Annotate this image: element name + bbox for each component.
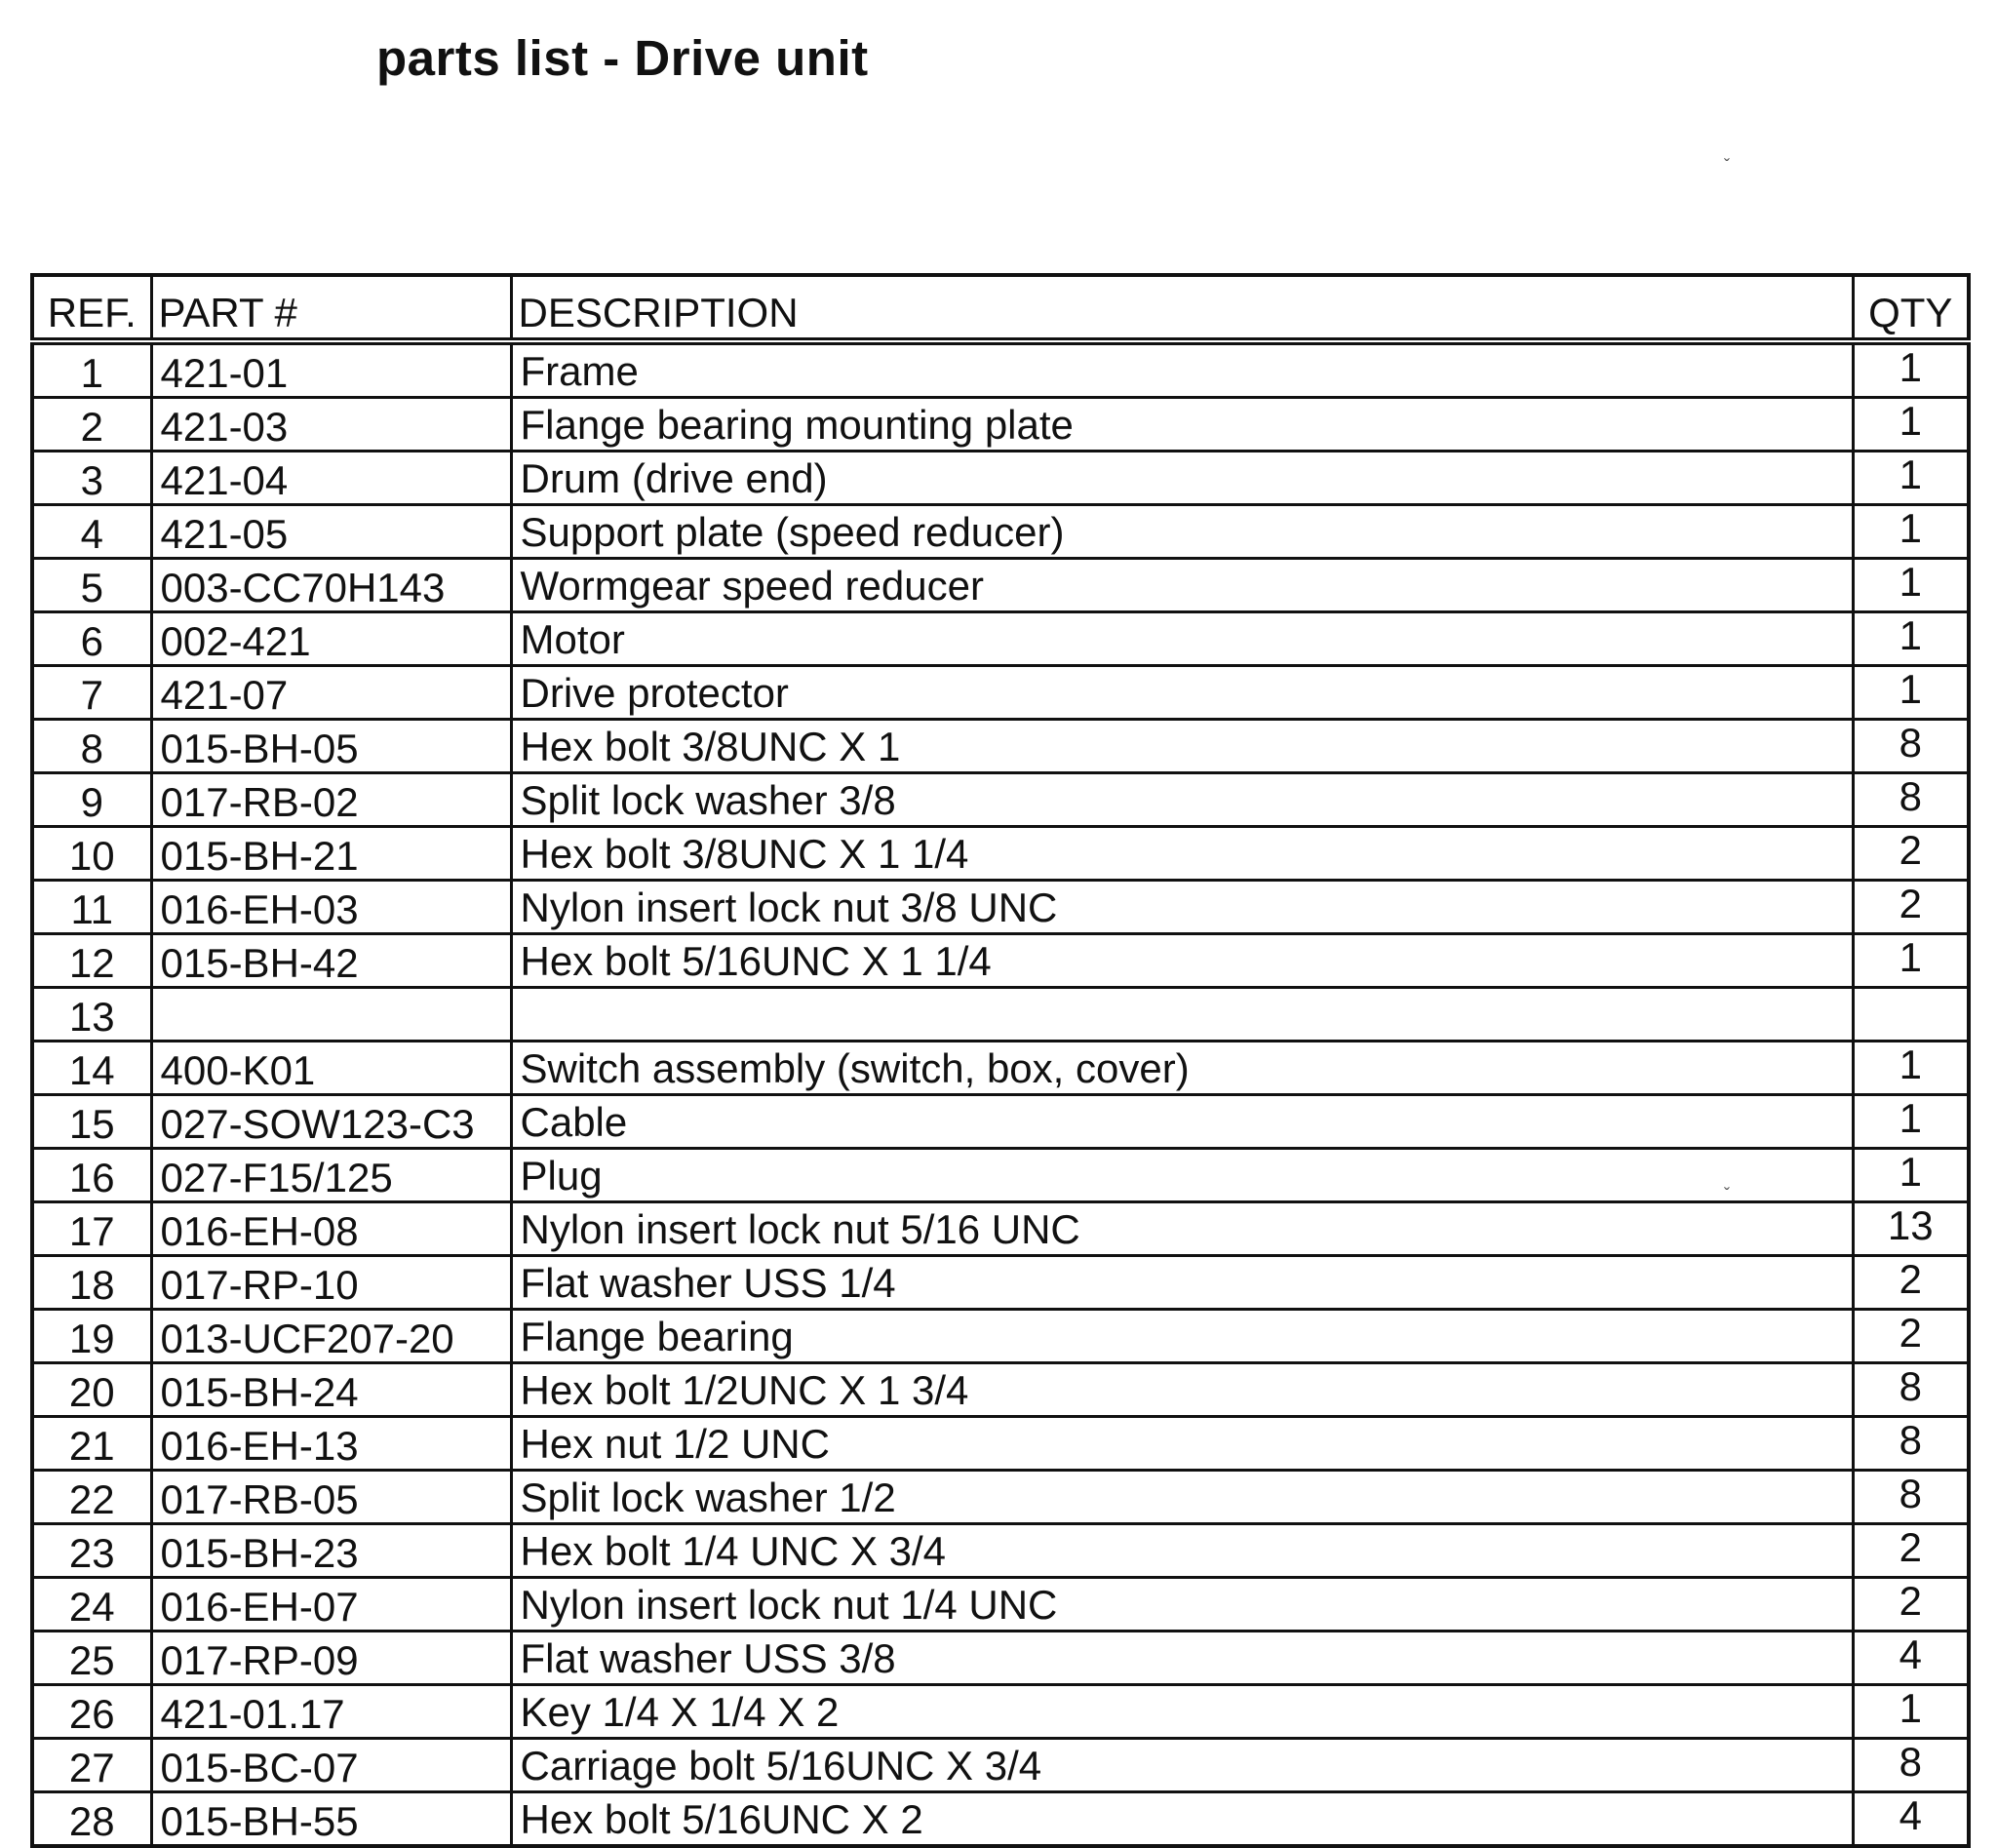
part-number-cell: 017-RP-09	[151, 1632, 511, 1685]
part-number-cell: 017-RP-10	[151, 1256, 511, 1310]
ref-cell: 2	[32, 398, 151, 452]
qty-cell: 1	[1853, 934, 1969, 988]
scan-mark: ˇ	[1724, 156, 1730, 176]
description-cell: Drive protector	[511, 666, 1853, 720]
qty-cell: 1	[1853, 559, 1969, 612]
part-number-cell	[151, 988, 511, 1042]
part-number-cell: 016-EH-07	[151, 1578, 511, 1632]
description-cell: Key 1/4 X 1/4 X 2	[511, 1685, 1853, 1739]
part-number-cell: 015-BH-23	[151, 1524, 511, 1578]
ref-cell: 25	[32, 1632, 151, 1685]
qty-cell: 4	[1853, 1792, 1969, 1847]
part-number-cell: 421-01.17	[151, 1685, 511, 1739]
ref-cell: 11	[32, 881, 151, 934]
part-number-cell: 015-BC-07	[151, 1739, 511, 1792]
qty-cell: 2	[1853, 1524, 1969, 1578]
part-number-cell: 027-F15/125	[151, 1149, 511, 1202]
qty-cell: 8	[1853, 773, 1969, 827]
qty-cell: 8	[1853, 720, 1969, 773]
ref-cell: 7	[32, 666, 151, 720]
part-number-cell: 016-EH-13	[151, 1417, 511, 1471]
table-row	[32, 1524, 1969, 1578]
description-cell: Split lock washer 3/8	[511, 773, 1853, 827]
table-row	[32, 341, 1969, 398]
table-row	[32, 1310, 1969, 1363]
table-row	[32, 720, 1969, 773]
qty-cell: 8	[1853, 1417, 1969, 1471]
table-header	[32, 275, 1969, 341]
ref-cell: 23	[32, 1524, 151, 1578]
description-cell: Nylon insert lock nut 5/16 UNC	[511, 1202, 1853, 1256]
part-number-cell: 421-05	[151, 505, 511, 559]
part-number-cell: 003-CC70H143	[151, 559, 511, 612]
qty-cell: 8	[1853, 1739, 1969, 1792]
qty-cell: 2	[1853, 1310, 1969, 1363]
ref-cell: 20	[32, 1363, 151, 1417]
table-row	[32, 881, 1969, 934]
table-row	[32, 1792, 1969, 1847]
ref-cell: 28	[32, 1792, 151, 1847]
ref-cell: 16	[32, 1149, 151, 1202]
description-cell: Hex bolt 3/8UNC X 1	[511, 720, 1853, 773]
table-row	[32, 1471, 1969, 1524]
qty-cell: 2	[1853, 1256, 1969, 1310]
table-row	[32, 1042, 1969, 1095]
ref-cell: 13	[32, 988, 151, 1042]
description-cell	[511, 988, 1853, 1042]
description-cell: Hex bolt 5/16UNC X 2	[511, 1792, 1853, 1847]
description-cell: Motor	[511, 612, 1853, 666]
part-number-cell: 015-BH-55	[151, 1792, 511, 1847]
description-cell: Hex nut 1/2 UNC	[511, 1417, 1853, 1471]
ref-cell: 27	[32, 1739, 151, 1792]
description-cell: Frame	[511, 341, 1853, 398]
qty-cell	[1853, 988, 1969, 1042]
ref-cell: 5	[32, 559, 151, 612]
ref-cell: 21	[32, 1417, 151, 1471]
part-number-cell: 421-04	[151, 452, 511, 505]
table-row	[32, 1685, 1969, 1739]
part-number-cell: 015-BH-24	[151, 1363, 511, 1417]
table-row	[32, 1739, 1969, 1792]
table-row	[32, 1578, 1969, 1632]
part-number-cell: 015-BH-05	[151, 720, 511, 773]
description-cell: Hex bolt 5/16UNC X 1 1/4	[511, 934, 1853, 988]
part-number-cell: 013-UCF207-20	[151, 1310, 511, 1363]
description-cell: Nylon insert lock nut 1/4 UNC	[511, 1578, 1853, 1632]
description-cell: Flange bearing mounting plate	[511, 398, 1853, 452]
part-number-cell: 015-BH-21	[151, 827, 511, 881]
description-cell: Hex bolt 3/8UNC X 1 1/4	[511, 827, 1853, 881]
table-row	[32, 666, 1969, 720]
column-header-description: DESCRIPTION	[511, 275, 1853, 341]
qty-cell: 13	[1853, 1202, 1969, 1256]
part-number-cell: 400-K01	[151, 1042, 511, 1095]
column-header-part-number: PART #	[151, 275, 511, 341]
table-row	[32, 1632, 1969, 1685]
table-row	[32, 773, 1969, 827]
table-row	[32, 988, 1969, 1042]
qty-cell: 1	[1853, 505, 1969, 559]
qty-cell: 1	[1853, 1149, 1969, 1202]
part-number-cell: 016-EH-03	[151, 881, 511, 934]
description-cell: Switch assembly (switch, box, cover)	[511, 1042, 1853, 1095]
table-row	[32, 1363, 1969, 1417]
table-row	[32, 1095, 1969, 1149]
ref-cell: 10	[32, 827, 151, 881]
qty-cell: 8	[1853, 1471, 1969, 1524]
description-cell: Flange bearing	[511, 1310, 1853, 1363]
qty-cell: 1	[1853, 1095, 1969, 1149]
table-row	[32, 559, 1969, 612]
ref-cell: 9	[32, 773, 151, 827]
qty-cell: 4	[1853, 1632, 1969, 1685]
ref-cell: 4	[32, 505, 151, 559]
ref-cell: 3	[32, 452, 151, 505]
ref-cell: 22	[32, 1471, 151, 1524]
description-cell: Wormgear speed reducer	[511, 559, 1853, 612]
part-number-cell: 015-BH-42	[151, 934, 511, 988]
table-row	[32, 934, 1969, 988]
part-number-cell: 421-01	[151, 341, 511, 398]
description-cell: Flat washer USS 1/4	[511, 1256, 1853, 1310]
table-row	[32, 1256, 1969, 1310]
qty-cell: 2	[1853, 1578, 1969, 1632]
qty-cell: 2	[1853, 881, 1969, 934]
description-cell: Carriage bolt 5/16UNC X 3/4	[511, 1739, 1853, 1792]
description-cell: Drum (drive end)	[511, 452, 1853, 505]
description-cell: Hex bolt 1/2UNC X 1 3/4	[511, 1363, 1853, 1417]
description-cell: Nylon insert lock nut 3/8 UNC	[511, 881, 1853, 934]
part-number-cell: 421-03	[151, 398, 511, 452]
description-cell: Cable	[511, 1095, 1853, 1149]
ref-cell: 6	[32, 612, 151, 666]
description-cell: Support plate (speed reducer)	[511, 505, 1853, 559]
ref-cell: 26	[32, 1685, 151, 1739]
qty-cell: 1	[1853, 341, 1969, 398]
table-row	[32, 505, 1969, 559]
description-cell: Flat washer USS 3/8	[511, 1632, 1853, 1685]
description-cell: Hex bolt 1/4 UNC X 3/4	[511, 1524, 1853, 1578]
part-number-cell: 017-RB-02	[151, 773, 511, 827]
page-title: parts list - Drive unit	[376, 30, 869, 86]
ref-cell: 1	[32, 341, 151, 398]
table-row	[32, 452, 1969, 505]
ref-cell: 18	[32, 1256, 151, 1310]
scan-mark: ˇ	[1724, 1185, 1730, 1204]
qty-cell: 1	[1853, 398, 1969, 452]
table-row	[32, 1149, 1969, 1202]
ref-cell: 14	[32, 1042, 151, 1095]
table-row	[32, 827, 1969, 881]
header-row	[32, 275, 1969, 341]
qty-cell: 1	[1853, 452, 1969, 505]
ref-cell: 8	[32, 720, 151, 773]
ref-cell: 24	[32, 1578, 151, 1632]
ref-cell: 17	[32, 1202, 151, 1256]
table-row	[32, 1417, 1969, 1471]
table-body	[32, 341, 1969, 1846]
description-cell: Plug	[511, 1149, 1853, 1202]
table-row	[32, 612, 1969, 666]
column-header-qty: QTY	[1853, 275, 1969, 341]
qty-cell: 1	[1853, 1042, 1969, 1095]
qty-cell: 2	[1853, 827, 1969, 881]
column-header-ref: REF.	[32, 275, 151, 341]
part-number-cell: 421-07	[151, 666, 511, 720]
table-row	[32, 1202, 1969, 1256]
part-number-cell: 027-SOW123-C3	[151, 1095, 511, 1149]
ref-cell: 15	[32, 1095, 151, 1149]
part-number-cell: 017-RB-05	[151, 1471, 511, 1524]
qty-cell: 1	[1853, 1685, 1969, 1739]
ref-cell: 12	[32, 934, 151, 988]
part-number-cell: 016-EH-08	[151, 1202, 511, 1256]
qty-cell: 1	[1853, 666, 1969, 720]
table-row	[32, 398, 1969, 452]
description-cell: Split lock washer 1/2	[511, 1471, 1853, 1524]
qty-cell: 8	[1853, 1363, 1969, 1417]
part-number-cell: 002-421	[151, 612, 511, 666]
parts-table	[30, 273, 1971, 1848]
qty-cell: 1	[1853, 612, 1969, 666]
ref-cell: 19	[32, 1310, 151, 1363]
